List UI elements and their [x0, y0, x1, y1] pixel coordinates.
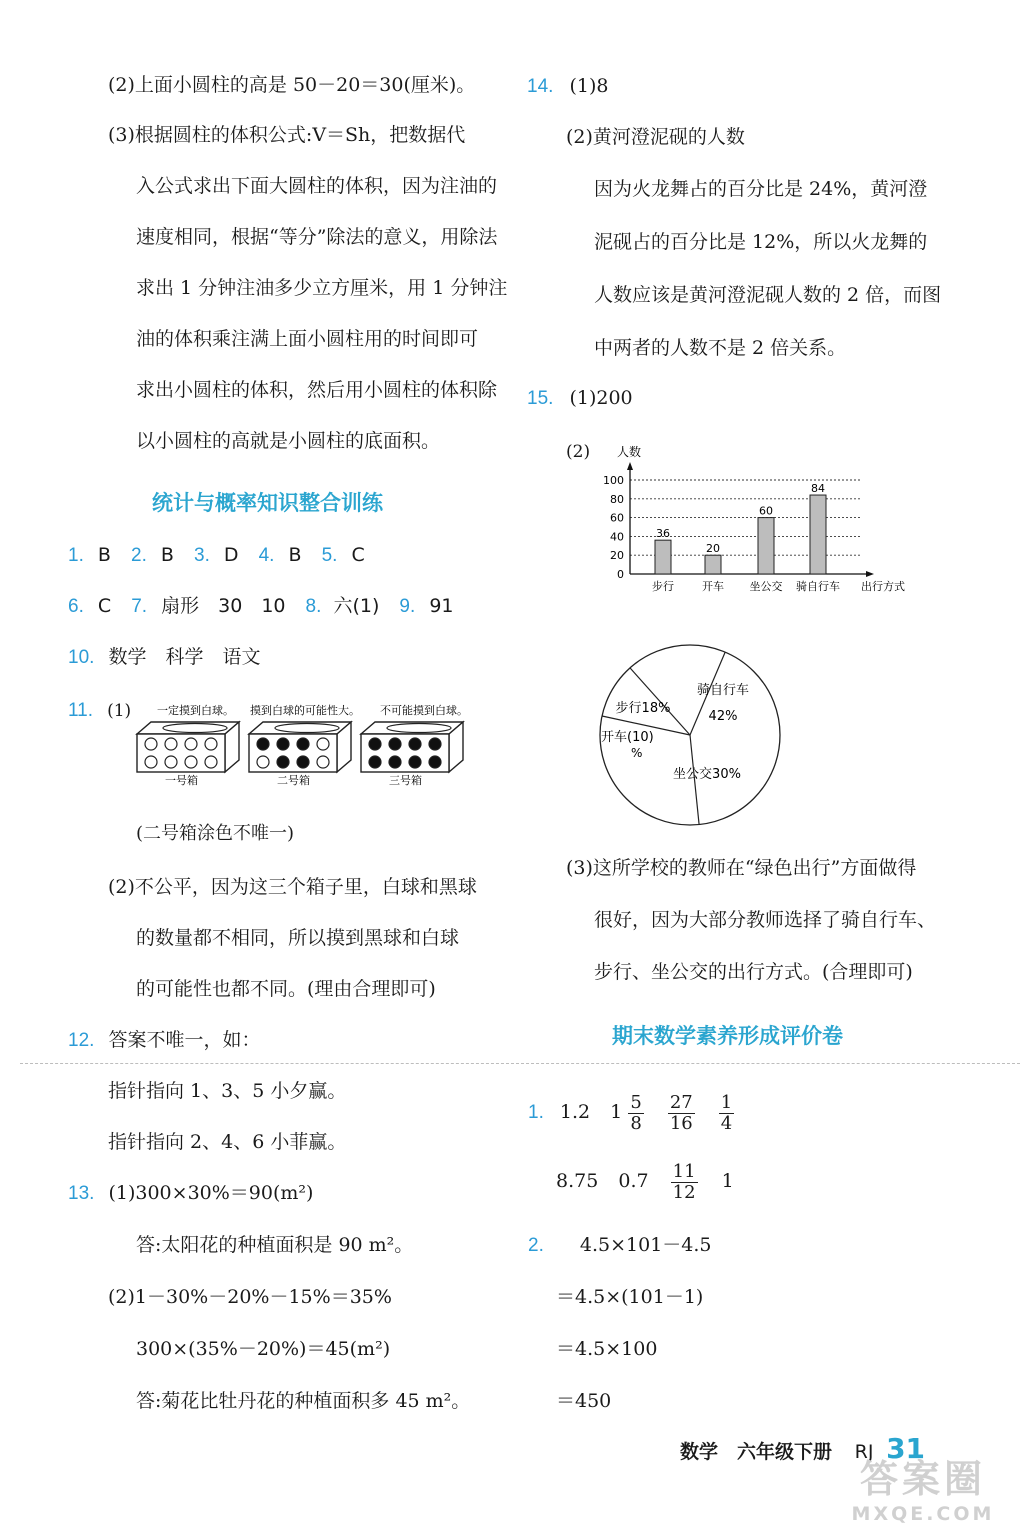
bar — [655, 540, 671, 574]
y-tick-label: 100 — [603, 474, 624, 487]
q-number: 7. — [131, 596, 148, 617]
y-tick-label: 60 — [610, 511, 624, 525]
answer: 91 — [429, 595, 454, 617]
answer: 8.75 — [556, 1170, 599, 1192]
exam-q2-header — [528, 1233, 712, 1258]
q-number: 1. — [528, 1102, 544, 1123]
answer: C — [97, 595, 112, 617]
box-label: 二号箱 — [277, 774, 310, 787]
text-line: ＝450 — [556, 1390, 612, 1412]
black-ball — [369, 738, 381, 750]
black-ball — [297, 738, 309, 750]
pie-slice-label: 骑自行车 — [696, 683, 750, 698]
text-line: 300×(35%－20%)＝45(m²) — [136, 1338, 391, 1360]
answer: 0.7 — [618, 1170, 649, 1192]
box-label: 三号箱 — [389, 774, 422, 787]
text-line: 求出小圆柱的体积，然后用小圆柱的体积除 — [136, 379, 498, 401]
black-ball — [389, 756, 401, 768]
text-line: (1)200 — [569, 387, 633, 409]
q-number: 14. — [527, 76, 554, 97]
q-number: 11. — [68, 700, 94, 721]
x-tick-label: 步行 — [652, 580, 674, 593]
ball-boxes-figure — [125, 698, 485, 794]
q-number: 3. — [194, 545, 210, 566]
black-ball — [277, 756, 289, 768]
pie-chart-travel-mode — [595, 640, 785, 830]
black-ball — [257, 738, 269, 750]
answers-row-2 — [68, 594, 454, 619]
exam-q1-row2 — [556, 1157, 734, 1205]
x-tick-label: 开车 — [702, 580, 724, 593]
answer: B — [288, 544, 302, 566]
text-line: 因为火龙舞占的百分比是 24%，黄河澄 — [594, 178, 928, 200]
text-line: 中两者的人数不是 2 倍关系。 — [594, 337, 847, 359]
y-tick-label: 0 — [617, 568, 624, 581]
pie-slice-label: 步行18% — [615, 701, 671, 716]
white-ball — [185, 738, 197, 750]
q12-header — [68, 1028, 260, 1053]
answer: C — [351, 544, 365, 566]
denominator: 8 — [630, 1112, 642, 1134]
text-line: (2)1－30%－20%－15%＝35% — [108, 1286, 392, 1308]
bar — [758, 518, 774, 574]
pie-slice-label: % — [631, 746, 643, 760]
q-number: 1. — [68, 545, 84, 566]
pie-slice-pct: 42% — [708, 709, 738, 724]
answer: 六(1) — [333, 595, 380, 617]
box-label: 一号箱 — [165, 774, 198, 787]
x-axis-arrow — [866, 571, 874, 577]
bar — [705, 555, 721, 574]
q14-header — [527, 74, 608, 99]
denominator: 12 — [672, 1181, 696, 1203]
section-title-statistics: 统计与概率知识整合训练 — [152, 491, 383, 515]
q11-note: (二号箱涂色不唯一) — [136, 823, 295, 844]
text-line: ＝4.5×100 — [556, 1338, 658, 1360]
bar — [810, 495, 826, 574]
footer-subject: 数学 六年级下册 — [680, 1441, 833, 1463]
text-line: ＝4.5×(101－1) — [556, 1286, 704, 1308]
answers-row-3 — [68, 645, 260, 670]
text-line: 答:菊花比牡丹花的种植面积多 45 m²。 — [136, 1390, 471, 1412]
bar-value-label: 20 — [706, 542, 720, 556]
pie-slice-label: 坐公交30% — [673, 767, 741, 782]
box-opening — [387, 724, 451, 733]
y-tick-label: 40 — [610, 530, 624, 544]
q-number: 4. — [258, 545, 275, 566]
black-ball — [409, 756, 421, 768]
white-ball — [205, 738, 217, 750]
answer: B — [160, 544, 174, 566]
box-opening — [163, 724, 227, 733]
white-ball — [205, 756, 217, 768]
text-line: (3)根据圆柱的体积公式:V＝Sh，把数据代 — [108, 124, 466, 146]
fraction — [668, 1093, 695, 1134]
x-tick-label: 骑自行车 — [796, 580, 840, 593]
black-ball — [297, 756, 309, 768]
answer: B — [97, 544, 111, 566]
y-axis-arrow — [627, 462, 633, 470]
answer: D — [223, 544, 239, 566]
q-number: 2. — [131, 545, 147, 566]
fraction — [671, 1162, 698, 1203]
black-ball — [277, 738, 289, 750]
q-number: 15. — [527, 388, 554, 409]
fraction — [628, 1093, 643, 1134]
text-line: 指针指向 1、3、5 小夕赢。 — [108, 1080, 347, 1102]
text-line: (2)上面小圆柱的高是 50－20＝30(厘米)。 — [108, 74, 476, 96]
q-number: 12. — [68, 1030, 95, 1051]
denominator: 16 — [669, 1112, 693, 1134]
text-line: 的数量都不相同，所以摸到黑球和白球 — [136, 927, 460, 949]
white-ball — [165, 756, 177, 768]
numerator: 1 — [720, 1091, 733, 1113]
black-ball — [409, 738, 421, 750]
part-label: (1) — [107, 701, 132, 721]
text-line: 步行、坐公交的出行方式。(合理即可) — [594, 961, 913, 983]
text-line: 油的体积乘注满上面小圆柱用的时间即可 — [136, 328, 479, 350]
watermark-url: MXQE.COM — [851, 1503, 995, 1525]
box-caption: 不可能摸到白球。 — [380, 704, 468, 717]
white-ball — [317, 738, 329, 750]
q15-header — [527, 386, 633, 411]
numerator: 27 — [669, 1091, 693, 1113]
white-ball — [165, 738, 177, 750]
part-label: (2) — [566, 442, 591, 462]
pie-slice-label: 开车(10) — [601, 730, 654, 745]
text-line: (1)8 — [569, 75, 609, 97]
watermark — [825, 1448, 1021, 1530]
box-opening — [275, 724, 339, 733]
q-number: 8. — [305, 596, 322, 617]
bar-value-label: 36 — [656, 527, 670, 541]
page-number: 31 — [886, 1432, 926, 1465]
fraction — [719, 1093, 734, 1134]
text-line: (2)黄河澄泥砚的人数 — [566, 126, 745, 148]
answers-row-1 — [68, 543, 365, 568]
q-number: 9. — [399, 596, 416, 617]
text-line: (3)这所学校的教师在“绿色出行”方面做得 — [566, 857, 917, 879]
y-tick-label: 20 — [610, 549, 624, 563]
black-ball — [429, 738, 441, 750]
black-ball — [389, 738, 401, 750]
q13-header — [68, 1181, 313, 1206]
text-line: 很好，因为大部分教师选择了骑自行车、 — [594, 909, 937, 931]
horizontal-divider — [20, 1063, 1020, 1064]
answer: 数学 科学 语文 — [108, 646, 261, 668]
footer-edition: RJ — [854, 1441, 874, 1463]
text-line: 答:太阳花的种植面积是 90 m²。 — [136, 1234, 414, 1256]
answer: 1 — [721, 1170, 734, 1192]
q11-header — [68, 698, 131, 723]
box-caption: 摸到白球的可能性大。 — [250, 704, 360, 717]
bar-chart-travel-mode — [590, 440, 930, 600]
x-axis-label: 出行方式 — [861, 580, 905, 593]
white-ball — [257, 756, 269, 768]
q-number: 2. — [528, 1235, 544, 1256]
text-line: (2)不公平，因为这三个箱子里，白球和黑球 — [108, 876, 477, 898]
text-line: 求出 1 分钟注油多少立方厘米，用 1 分钟注 — [136, 277, 508, 299]
text-line: 答案不唯一，如： — [108, 1029, 261, 1051]
text-line: 4.5×101－4.5 — [579, 1234, 712, 1256]
text-line: (1)300×30%＝90(m²) — [108, 1182, 314, 1204]
black-ball — [429, 756, 441, 768]
white-ball — [185, 756, 197, 768]
white-ball — [145, 756, 157, 768]
white-ball — [145, 738, 157, 750]
watermark-logo: 答案圈 — [859, 1457, 986, 1501]
text-line: 速度相同，根据“等分”除法的意义，用除法 — [136, 226, 498, 248]
q-number: 13. — [68, 1183, 95, 1204]
q-number: 5. — [321, 545, 338, 566]
q-number: 10. — [68, 647, 95, 668]
q-number: 6. — [68, 596, 84, 617]
exam-q1-row1 — [528, 1088, 734, 1137]
black-ball — [369, 756, 381, 768]
answer: 1.2 — [559, 1101, 591, 1123]
bar-value-label: 60 — [759, 504, 773, 518]
section-title-final-exam: 期末数学素养形成评价卷 — [612, 1024, 843, 1048]
text-line: 人数应该是黄河澄泥砚人数的 2 倍，而图 — [594, 284, 942, 306]
box-caption: 一定摸到白球。 — [157, 704, 234, 717]
white-ball — [317, 756, 329, 768]
denominator: 4 — [720, 1112, 733, 1134]
text-line: 的可能性也都不同。(理由合理即可) — [136, 978, 436, 1000]
x-tick-label: 坐公交 — [749, 580, 783, 593]
text-line: 以小圆柱的高就是小圆柱的底面积。 — [136, 430, 441, 452]
answer-whole: 1 — [610, 1101, 623, 1123]
bar-value-label: 84 — [811, 482, 825, 496]
text-line: 入公式求出下面大圆柱的体积，因为注油的 — [136, 175, 498, 197]
text-line: 泥砚占的百分比是 12%，所以火龙舞的 — [594, 231, 928, 253]
y-axis-label: 人数 — [617, 445, 642, 459]
answer: 扇形 30 10 — [161, 595, 286, 617]
numerator: 5 — [630, 1091, 642, 1113]
text-line: 指针指向 2、4、6 小菲赢。 — [108, 1131, 347, 1153]
numerator: 11 — [672, 1160, 696, 1182]
y-tick-label: 80 — [610, 492, 624, 506]
